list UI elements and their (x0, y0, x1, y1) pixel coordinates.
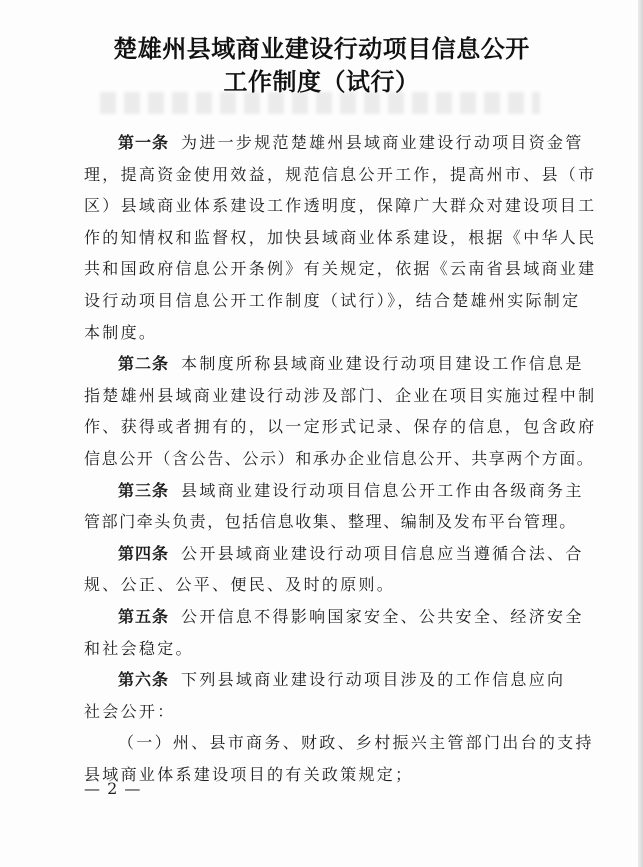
article-heading: 第六条 (118, 670, 170, 690)
article-heading: 第一条 (118, 133, 170, 152)
article-line: 社会公开： (84, 701, 176, 721)
article-2 (84, 348, 597, 474)
article-line: 本制度。 (84, 322, 158, 342)
item-line: （一）州、县市商务、财政、乡村振兴主管部门出台的支持 (118, 733, 594, 753)
article-text: 为进一步规范楚雄州县域商业建设行动项目资金管 (181, 133, 584, 152)
article-text: 县域商业建设行动项目信息公开工作由各级商务主 (181, 480, 584, 500)
article-heading: 第五条 (118, 606, 170, 626)
article-line (84, 601, 584, 633)
article-6 (84, 664, 564, 727)
article-4 (84, 538, 584, 601)
article-line: 规、公正、公平、便民、及时的原则。 (84, 575, 396, 595)
article-line: 理，提高资金使用效益，规范信息公开工作，提高州市、县（市 (84, 164, 597, 184)
article-line: 共和国政府信息公开条例》有关规定，依据《云南省县域商业建 (84, 259, 597, 279)
item-line: 县域商业体系建设项目的有关政策规定； (84, 764, 414, 784)
article-text: 公开信息不得影响国家安全、公共安全、经济安全 (181, 606, 584, 626)
article-heading: 第二条 (118, 354, 170, 374)
article-line (84, 475, 584, 507)
article-line: 作、获得或者拥有的，以一定形式记录、保存的信息，包含政府 (84, 417, 597, 437)
article-text: 本制度所称县域商业建设行动项目建设工作信息是 (181, 354, 584, 374)
article-heading: 第四条 (118, 543, 170, 563)
article-line: 管部门牵头负责，包括信息收集、整理、编制及发布平台管理。 (84, 512, 577, 532)
article-heading: 第三条 (118, 480, 170, 500)
show-through-text (100, 92, 540, 114)
article-line: 和社会稳定。 (84, 638, 194, 658)
article-line (84, 348, 584, 380)
document-body (84, 127, 597, 790)
article-6-item-1 (84, 727, 594, 790)
article-line (84, 664, 564, 696)
article-text: 公开县域商业建设行动项目信息应当遵循合法、合 (181, 543, 584, 563)
article-line: 区）县域商业体系建设工作透明度，保障广大群众对建设项目工 (84, 196, 597, 216)
article-line (84, 127, 584, 159)
document-title-line-1: 楚雄州县域商业建设行动项目信息公开 (113, 35, 530, 63)
article-3 (84, 475, 584, 538)
document-title-line-2: 工作制度（试行） (223, 68, 420, 96)
article-line: 指楚雄州县域商业建设行动涉及部门、企业在项目实施过程中制 (84, 385, 597, 405)
article-1 (84, 127, 597, 348)
article-text: 下列县域商业建设行动项目涉及的工作信息应向 (181, 670, 566, 690)
article-line (84, 538, 584, 570)
page-edge-shadow (638, 0, 643, 867)
article-5 (84, 601, 584, 664)
article-line: 信息公开（含公告、公示）和承办企业信息公开、共享两个方面。 (84, 448, 595, 468)
article-line: 设行动项目信息公开工作制度（试行）》，结合楚雄州实际制定 (84, 290, 581, 310)
article-line: 作的知情权和监督权，加快县域商业体系建设，根据《中华人民 (84, 227, 597, 247)
page-number: — 2 — (84, 779, 142, 798)
